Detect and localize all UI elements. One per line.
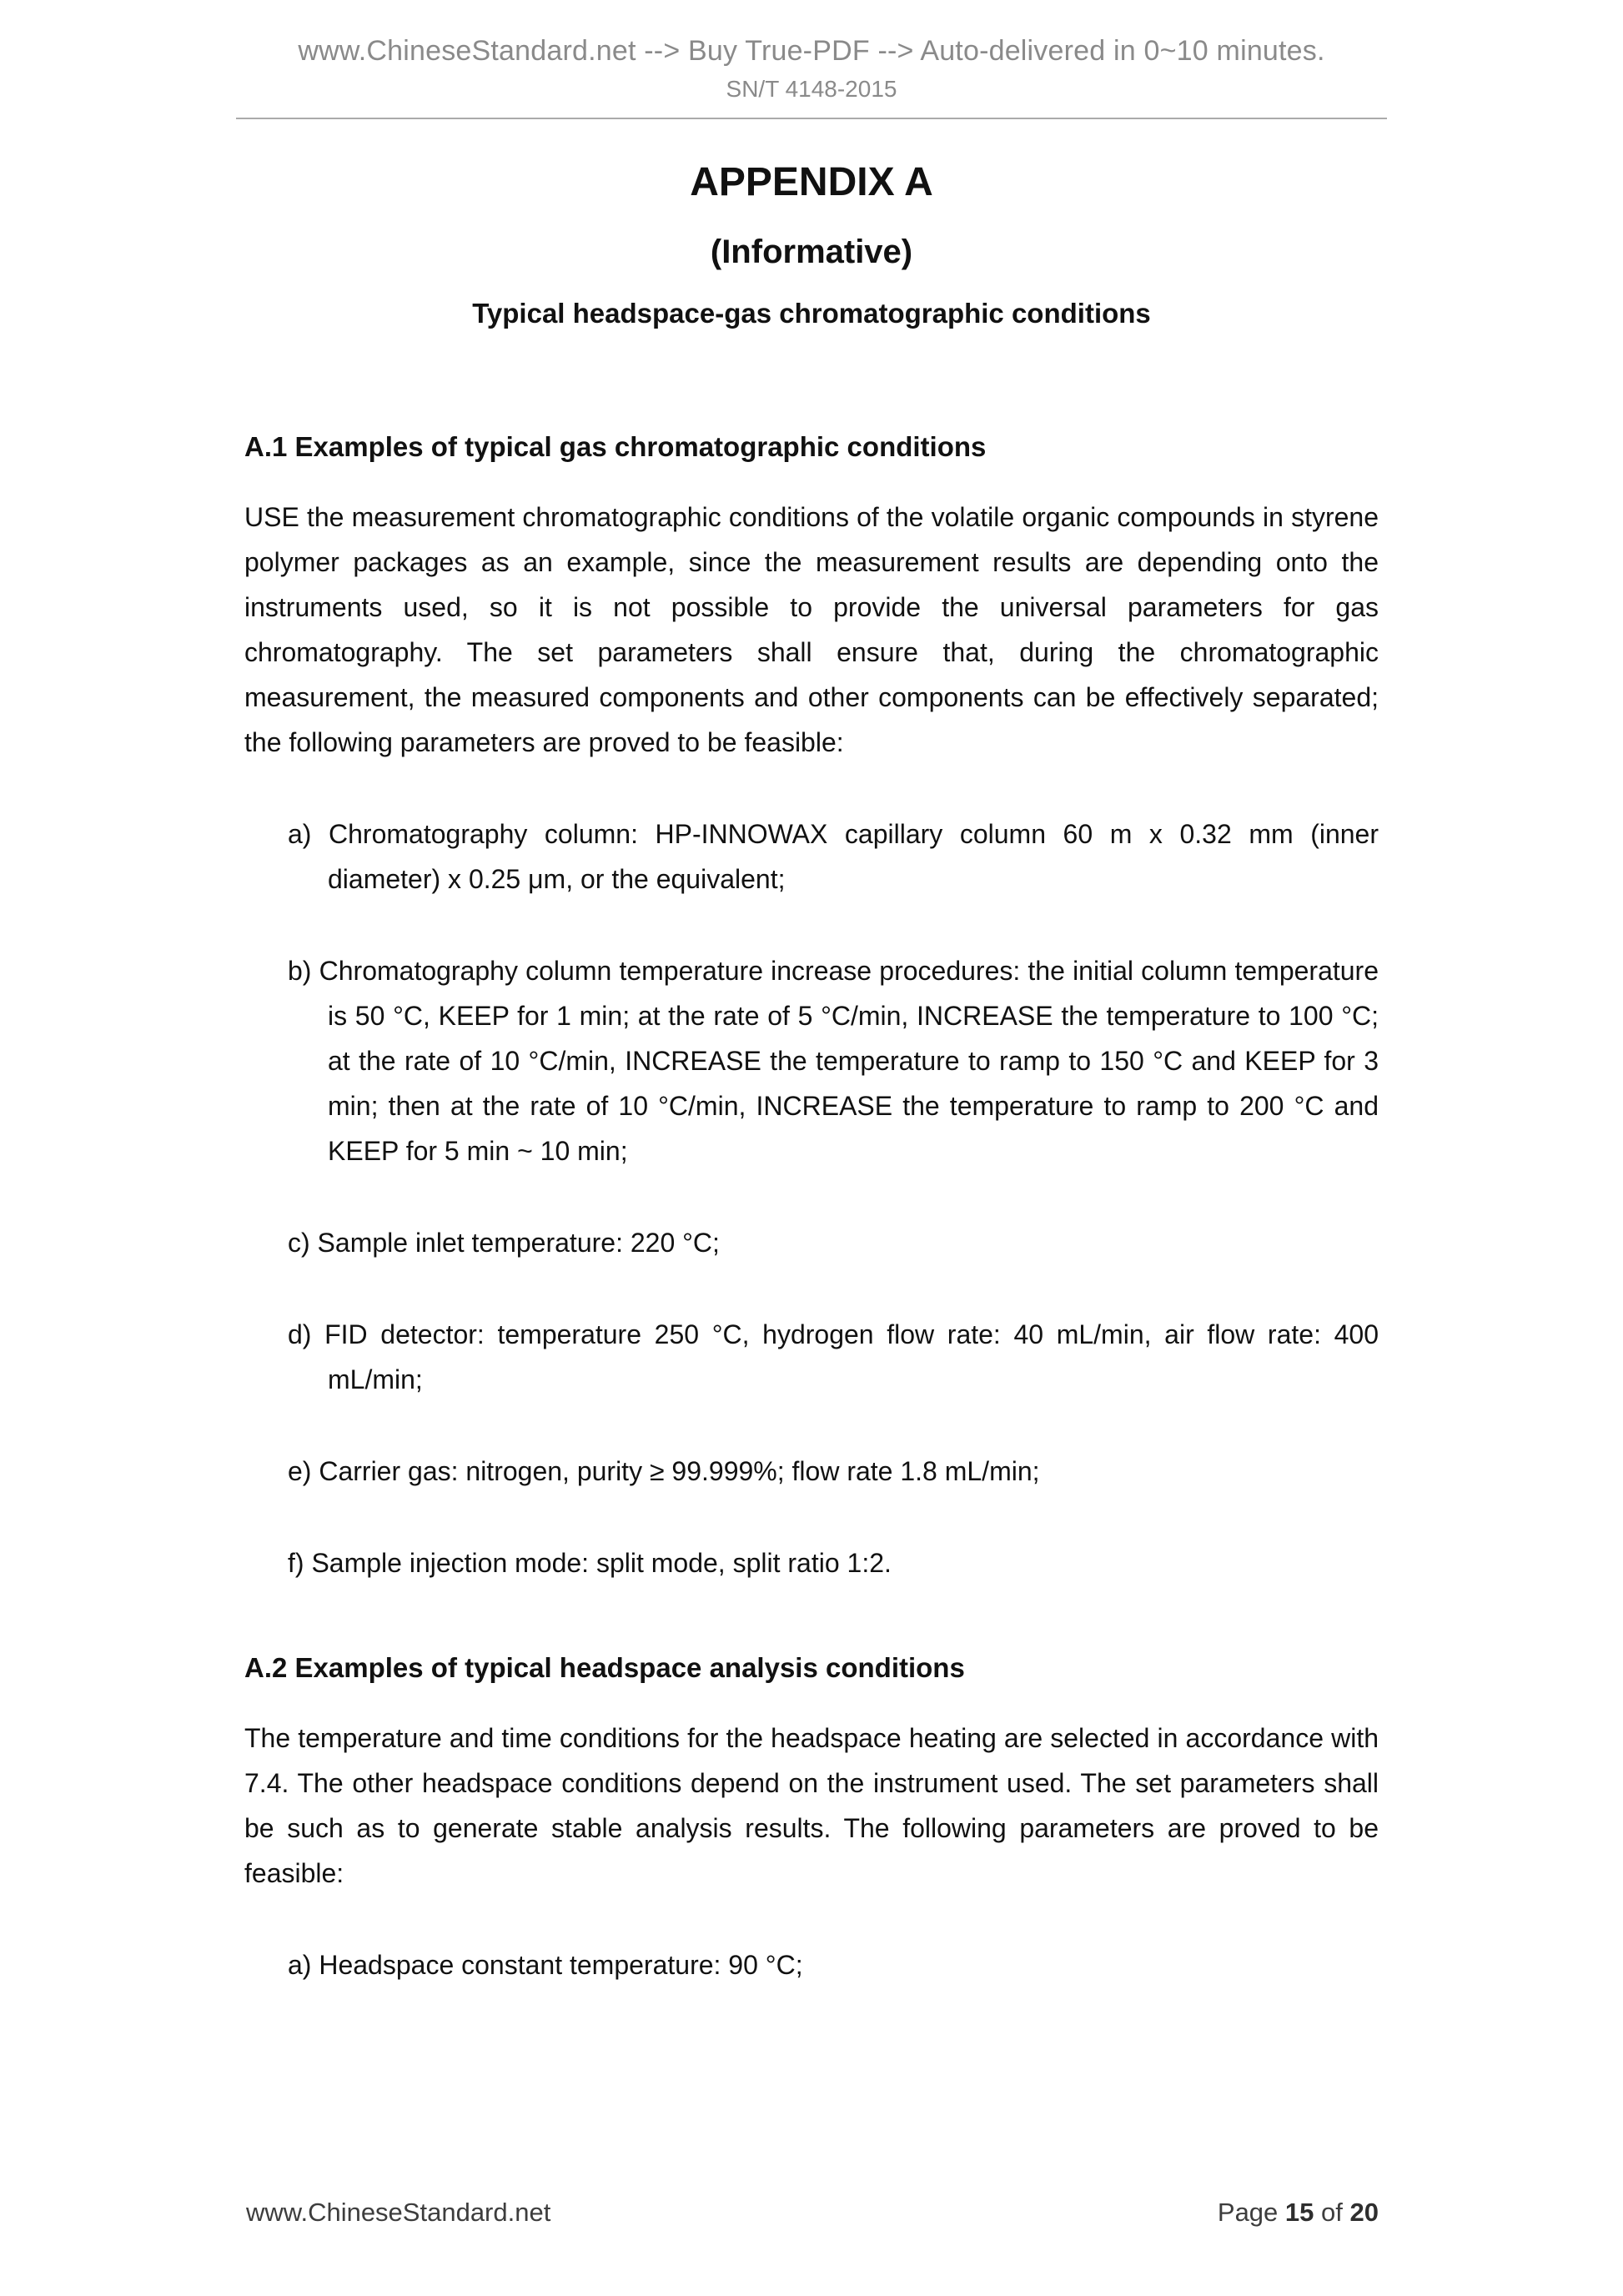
footer-site-link[interactable]: www.ChineseStandard.net xyxy=(246,2198,551,2227)
page-indicator xyxy=(1218,2198,1379,2228)
informative-label: (Informative) xyxy=(710,234,913,270)
section-a1-paragraph: USE the measurement chromatographic conditions of the volatile organic compounds in styrene polymer packages as an example, since the measurement results are depending onto the instruments used, so it is not possible to provide the universal parameters for gas chromatography. The set parameters shall ensure that, during the chromatographic measurement, the measured components and other components can be effectively separated; the following parameters are proved to be feasible: xyxy=(244,502,1379,757)
list-item xyxy=(288,811,1379,902)
page-content xyxy=(244,159,1379,1987)
list-item-text: Carrier gas: nitrogen, purity ≥ 99.999%; flow rate 1.8 mL/min; xyxy=(319,1456,1040,1486)
section-a2-heading: A.2 Examples of typical headspace analysis conditions xyxy=(244,1652,965,1683)
list-item-label: d) xyxy=(288,1319,312,1349)
list-item-text: Chromatography column temperature increase procedures: the initial column temperature is 50 °C, KEEP for 1 min; at the rate of 5 °C/min, INCREASE the temperature to 100 °C; at the rate of 10 °C/min, INCREASE the temperature to ramp to 150 °C and KEEP for 3 min; then at the rate of 10 °C/min, INCREASE the temperature to ramp to 200 °C and KEEP for 5 min ~ 10 min; xyxy=(319,956,1379,1166)
list-item-text: FID detector: temperature 250 °C, hydrogen flow rate: 40 mL/min, air flow rate: 400 mL/min; xyxy=(324,1319,1379,1394)
list-item-label: b) xyxy=(288,956,312,986)
list-item-label: c) xyxy=(288,1228,310,1258)
page-label: Page xyxy=(1217,2198,1279,2227)
list-item-label: e) xyxy=(288,1456,312,1486)
list-item xyxy=(288,1449,1379,1494)
section-a2 xyxy=(244,1652,1379,1987)
section-a1 xyxy=(244,431,1379,1585)
list-item-text: Chromatography column: HP-INNOWAX capillary column 60 m x 0.32 mm (inner diameter) x 0.25 μm, or the equivalent; xyxy=(328,819,1379,894)
list-item-text: Sample injection mode: split mode, split ratio 1:2. xyxy=(311,1548,892,1578)
header-promo-link[interactable]: www.ChineseStandard.net --> Buy True-PDF --> Auto-delivered in 0~10 minutes. xyxy=(298,35,1325,67)
page-total: 20 xyxy=(1349,2198,1379,2227)
doc-subtitle: Typical headspace-gas chromatographic conditions xyxy=(472,298,1151,329)
section-a2-paragraph: The temperature and time conditions for the headspace heating are selected in accordance with 7.4. The other headspace conditions depend on the instrument used. The set parameters shall be such as to generate stable analysis results. The following parameters are proved to be feasible: xyxy=(244,1723,1379,1888)
list-item xyxy=(288,1540,1379,1585)
header-divider xyxy=(236,118,1387,119)
list-item-text: Sample inlet temperature: 220 °C; xyxy=(317,1228,720,1258)
page-footer xyxy=(246,2198,1379,2228)
page-header xyxy=(0,0,1623,119)
of-label: of xyxy=(1321,2198,1343,2227)
list-item xyxy=(288,1312,1379,1402)
list-item-text: Headspace constant temperature: 90 °C; xyxy=(319,1950,803,1980)
doc-number: SN/T 4148-2015 xyxy=(726,76,897,102)
list-item-label: f) xyxy=(288,1548,304,1578)
page-number: 15 xyxy=(1284,2198,1314,2227)
list-item-label: a) xyxy=(288,1950,312,1980)
appendix-title: APPENDIX A xyxy=(690,160,933,204)
list-item xyxy=(288,1942,1379,1987)
section-a1-heading: A.1 Examples of typical gas chromatographic conditions xyxy=(244,431,987,462)
list-item-label: a) xyxy=(288,819,312,849)
list-item xyxy=(288,948,1379,1173)
list-item xyxy=(288,1220,1379,1265)
